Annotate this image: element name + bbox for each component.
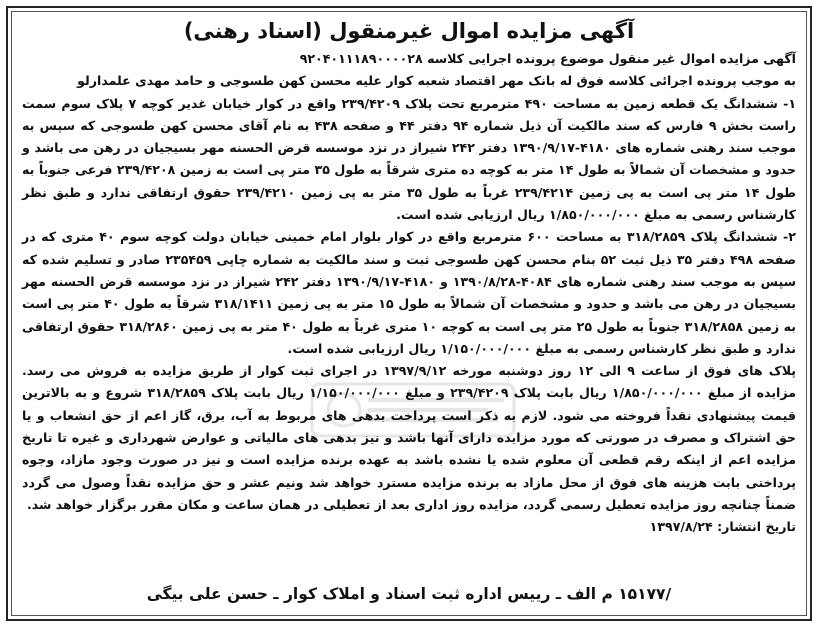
- notice-content: [22, 16, 796, 611]
- publish-date: تاریخ انتشار: ۱۳۹۷/۸/۲۴: [649, 519, 796, 535]
- notice-title: آگهی مزایده اموال غیرمنقول (اسناد رهنی): [183, 19, 635, 43]
- intro-line: آگهی مزایده اموال غیر منقول موضوع پرونده اجرایی کلاسه ۹۲۰۴۰۱۱۱۸۹۰۰۰۰۲۸: [299, 51, 796, 66]
- property-one-paragraph: ۱- ششدانگ یک قطعه زمین به مساحت ۴۹۰ مترمربع تحت پلاک ۲۳۹/۴۲۰۹ واقع در کوار خیابان غدیر کوچه ۷ پلاک سوم سمت راست بخش ۹ فارس که سند مالکیت آن ذیل شماره ۹۴ دفتر ۴۴ و صفحه ۴۳۸ به نام آقای محسن کهن طسوجی که سپس به موجب سند رهنی شماره های ۴۱۸۰-۱۳۹۰/۹/۱۷ دفتر ۲۴۲ شیراز در نزد موسسه قرض الحسنه مهر بسیجیان در رهن می باشد و حدود و مشخصات آن شمالاً به طول ۱۴ متر به کوچه ده متری شرقاً به طول ۳۵ متر پی است به زمین ۲۳۹/۴۲۰۸ فرعی جنوباً به طول ۱۴ متر پی است به پی زمین ۲۳۹/۴۲۱۴ غرباً به طول ۳۵ متر به پی زمین ۲۳۹/۴۲۱۰ حقوق ارتفاقی ندارد و طبق نظر کارشناس رسمی به مبلغ ۱/۸۵۰/۰۰۰/۰۰۰ ریال ارزیابی شده است.: [22, 95, 797, 223]
- property-two-paragraph: ۲- ششدانگ پلاک ۳۱۸/۲۸۵۹ به مساحت ۶۰۰ مترمربع واقع در کوار بلوار امام خمینی خیابان دولت کوچه سوم ۴۰ متری که در صفحه ۴۹۸ دفتر ۳۵ ذیل ثبت ۵۲ بنام محسن کهن طسوجی ثبت و سند مالکیت به شماره چاپی ۲۳۵۴۵۹ صادر و تسلیم شده که سپس به موجب سند رهنی شماره های ۴۰۸۴-۱۳۹۰/۸/۲۸ و ۴۱۸۰-۱۳۹۰/۹/۱۷ دفتر ۲۴۲ شیراز در نزد موسسه قرض الحسنه مهر بسیجیان در رهن می باشد و حدود و مشخصات آن شمالاً به طول ۱۵ متر به پی زمین ۳۱۸/۱۴۱۱ شرقاً به طول ۴۰ متر پی است به زمین ۳۱۸/۲۸۵۸ جنوباً به طول ۲۵ متر پی است به کوچه ۱۰ متری غرباً به طول ۴۰ متر به پی زمین ۳۱۸/۲۸۶۰ حقوق ارتفاقی ندارد و طبق نظر کارشناس رسمی به مبلغ ۱/۱۵۰/۰۰۰/۰۰۰ ریال ارزیابی شده است.: [22, 229, 797, 356]
- notice-frame: [6, 6, 812, 621]
- signature-line: /۱۵۱۷۷ م الف ـ رییس اداره ثبت اسناد و املاک کوار ـ حسن علی بیگی: [146, 585, 672, 603]
- auction-terms-paragraph: پلاک های فوق از ساعت ۹ الی ۱۲ روز دوشنبه مورخه ۱۳۹۷/۹/۱۲ در اجرای ثبت کوار از طریق مزایده به فروش می رسد. مزایده از مبلغ ۱/۸۵۰/۰۰۰/۰۰۰ ریال بابت پلاک ۲۳۹/۴۲۰۹ و مبلغ ۱/۱۵۰/۰۰۰/۰۰۰ ریال بابت پلاک ۳۱۸/۲۸۵۹ شروع و به بالاترین قیمت پیشنهادی نقداً فروخته می شود. لازم به ذکر است پرداخت بدهی های مربوط به آب، برق، گاز اعم از حق انشعاب و یا حق اشتراک و مصرف در صورتی که مورد مزایده دارای آنها باشد و نیز بدهی های مالیاتی و عوارض شهرداری و غیره تا تاریخ مزایده اعم از اینکه رقم قطعی آن معلوم شده یا نشده باشد به عهده برنده مزایده است و نیز در صورت وجود مازاد، وجوه پرداختی بابت هزینه های فوق از محل مازاد به برنده مزایده مسترد خواهد شد ونیم عشر و حق مزایده نقداً وصول می گردد ضمناً چنانچه روز مزایده تعطیل رسمی گردد، مزایده روز اداری بعد از تعطیلی در همان ساعت و مکان مقرر برگزار خواهد شد.: [22, 363, 796, 512]
- notice-body: [22, 48, 796, 538]
- case-paragraph: به موجب پرونده اجرائی کلاسه فوق له بانک مهر اقتصاد شعبه کوار علیه محسن کهن طسوجی و حامد مهدی علمدارلو: [77, 73, 796, 89]
